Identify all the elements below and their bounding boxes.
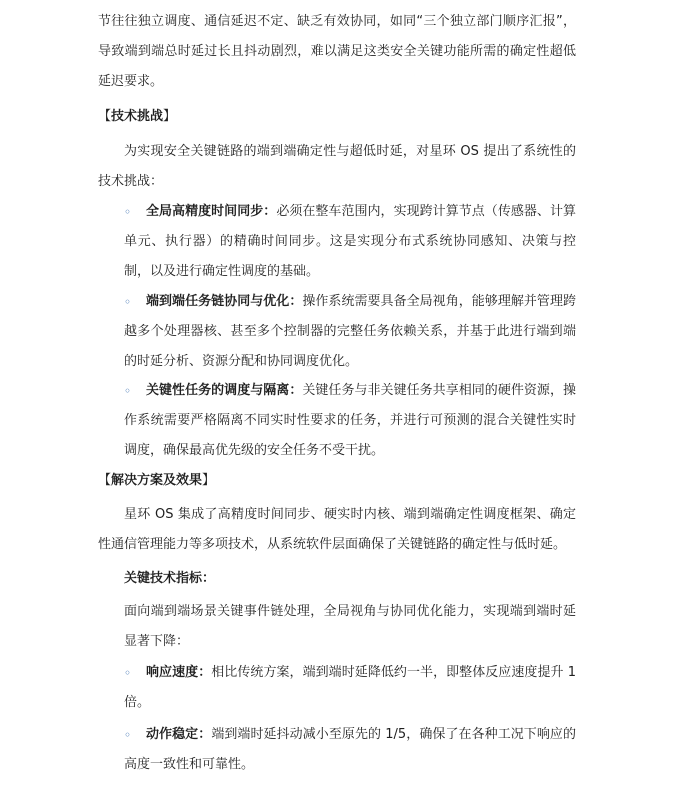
list-item-title: 动作稳定： — [146, 727, 212, 742]
solution-heading — [98, 466, 215, 496]
intro-paragraph: 节往往独立调度、通信延迟不定、缺乏有效协同，如同“三个独立部门顺序汇报”，导致端到端总时延过长且抖动剧烈，难以满足这类安全关键功能所需的确定性超低延迟要求。 — [98, 14, 576, 89]
list-item-text — [124, 197, 576, 287]
list-item-text — [124, 720, 576, 780]
heading-bracket-close: 】 — [163, 109, 177, 124]
heading-bracket-close: 】 — [202, 473, 216, 488]
list-item-body: 端到端时延抖动减小至原先的 1/5，确保了在各种工况下响应的高度一致性和可靠性。 — [124, 727, 576, 772]
bullet-icon: ◦ — [124, 384, 132, 398]
list-item — [124, 197, 576, 287]
list-item-text — [124, 287, 576, 377]
list-item-body: 关键任务与非关键任务共享相同的硬件资源，操作系统需要严格隔离不同实时性要求的任务，并进行可预测的混合关键性实时调度，确保最高优先级的安全任务不受干扰。 — [124, 383, 576, 458]
metrics-lead-paragraph: 面向端到端场景关键事件链处理，全局视角与协同优化能力，实现端到端时延显著下降： — [124, 604, 576, 649]
list-item-body: 必须在整车范围内，实现跨计算节点（传感器、计算单元、执行器）的精确时间同步。这是实现分布式系统协同感知、决策与控制，以及进行确定性调度的基础。 — [124, 204, 576, 279]
list-item-text — [124, 658, 576, 718]
list-item — [124, 287, 576, 377]
bullet-icon: ◦ — [124, 295, 132, 309]
challenge-lead-paragraph: 为实现安全关键链路的端到端确定性与超低时延，对星环 OS 提出了系统性的技术挑战： — [98, 144, 576, 189]
list-item-body: 相比传统方案，端到端时延降低约一半，即整体反应速度提升 1 倍。 — [124, 665, 576, 710]
list-item — [124, 720, 576, 780]
challenge-heading — [98, 102, 176, 132]
bullet-icon: ◦ — [124, 728, 132, 742]
list-item-body: 操作系统需要具备全局视角，能够理解并管理跨越多个处理器核、甚至多个控制器的完整任务依赖关系，并基于此进行端到端的时延分析、资源分配和协同调度优化。 — [124, 294, 576, 369]
list-item-title: 端到端任务链协同与优化： — [146, 294, 303, 309]
solution-heading-text: 解决方案及效果 — [111, 473, 203, 488]
bullet-icon: ◦ — [124, 666, 132, 680]
list-item — [124, 376, 576, 466]
list-item-title: 全局高精度时间同步： — [146, 204, 277, 219]
heading-bracket-open: 【 — [98, 109, 112, 124]
metrics-label: 关键技术指标： — [124, 571, 216, 586]
solution-lead-paragraph: 星环 OS 集成了高精度时间同步、硬实时内核、端到端确定性调度框架、确定性通信管理能力等多项技术，从系统软件层面确保了关键链路的确定性与低时延。 — [98, 507, 576, 552]
list-item-title: 响应速度： — [146, 665, 212, 680]
list-item-text — [124, 376, 576, 466]
list-item — [124, 658, 576, 718]
list-item-title: 关键性任务的调度与隔离： — [146, 383, 303, 398]
heading-bracket-open: 【 — [98, 473, 112, 488]
challenge-heading-text: 技术挑战 — [111, 109, 164, 124]
bullet-icon: ◦ — [124, 205, 132, 219]
